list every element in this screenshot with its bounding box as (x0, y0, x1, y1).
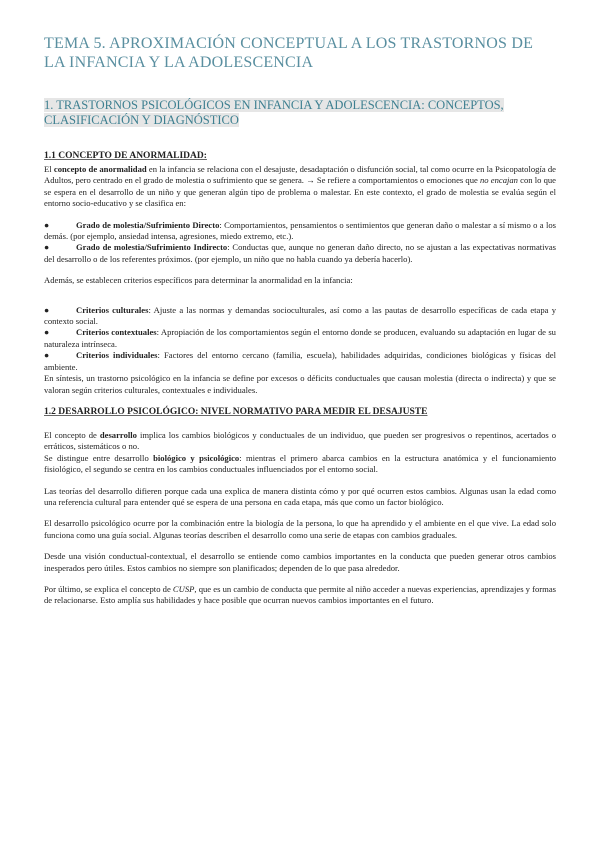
cusp-paragraph: Por último, se explica el concepto de CUSP, que es un cambio de conducta que permite al niño acceder a nuevas experiencias, aprendizajes y formas de relacionarse. Esto amplía sus habilidades y hace posible que ocurran nuevos cambios importantes en el futuro. (44, 583, 557, 606)
list-item: ● Criterios contextuales: Apropiación de los comportamientos según el entorno donde se producen, evaluando su adaptación en lugar de su naturaleza intrínseca. (44, 327, 556, 349)
molestia-list (44, 220, 556, 266)
psicologico-paragraph: El desarrollo psicológico ocurre por la combinación entre la biología de la persona, lo que ha aprendido y el ambiente en el que vive. La edad solo funciona como una guía social. Algunas teorías describen el desarrollo como una serie de etapas con cambios graduales. (44, 518, 556, 540)
sintesis-paragraph: En síntesis, un trastorno psicológico en la infancia se define por excesos o déficits conductuales que causan molestia (directa o indirecta) y que se valoran según criterios culturales, contextuales e individuales. (44, 373, 556, 395)
section-1-1 (44, 150, 556, 396)
criterios-list (44, 305, 556, 373)
list-item: ● Grado de molestia/Sufrimiento Indirecto: Conductas que, aunque no generan daño directo, no se ajustan a las expectativas normativas del desarrollo o de los referentes próximos. (por ejemplo, un niño que no habla cuando ya debería hacerlo). (44, 242, 556, 264)
biologico-paragraph: Se distingue entre desarrollo biológico y psicológico: mientras el primero abarca cambios en la estructura anatómica y el funcionamiento fisiológico, el segundo se centra en los cambios conductuales influenciados por el entorno social. (44, 452, 557, 475)
section-1-2-heading: 1.2 DESARROLLO PSICOLÓGICO: NIVEL NORMATIVO PARA MEDIR EL DESAJUSTE (44, 406, 428, 417)
section-1-heading-text: 1. TRASTORNOS PSICOLÓGICOS EN INFANCIA Y ADOLESCENCIA: CONCEPTOS, CLASIFICACIÓN Y DIAGNÓSTICO (44, 98, 504, 127)
anormalidad-paragraph: El concepto de anormalidad en la infancia se relaciona con el desajuste, desadaptación o disfunción social, tal como ocurre en la Psicopatología de Adultos, pero centrado en el grado de molestia o sufrimiento que se genera. → Se refiere a comportamientos o emociones que no encajan con lo que se espera en el desarrollo de un niño y que generan algún tipo de problema o malestar. En este contexto, el grado de molestia se evalúa según el entorno socio-educativo y se clasifica en: (44, 164, 556, 209)
desarrollo-paragraph: El concepto de desarrollo implica los cambios biológicos y conductuales de un individuo, que pueden ser progresivos o repentinos, acertados o erráticos, sistemáticos o no. (44, 429, 556, 452)
teorias-paragraph: Las teorías del desarrollo difieren porque cada una explica de manera distinta cómo y por qué ocurren estos cambios. Algunas usan la edad como una referencia cultural para entender qué se espera de una persona en cada etapa, más que como un factor biológico. (44, 485, 556, 507)
list-item: ● Criterios culturales: Ajuste a las normas y demandas socioculturales, así como a las pautas de desarrollo específicas de cada etapa y contexto social. (44, 304, 556, 327)
list-item: ● Grado de molestia/Sufrimiento Directo: Comportamientos, pensamientos o sentimientos que generan daño o malestar a sí mismo o a los demás. (por ejemplo, ansiedad intensa, agresiones, miedo extremo, etc.). (44, 219, 556, 242)
section-1-2 (44, 406, 556, 607)
criterios-intro: Además, se establecen criterios específicos para determinar la anormalidad en la infancia: (44, 275, 353, 286)
section-1-heading (44, 98, 556, 128)
document-title: TEMA 5. APROXIMACIÓN CONCEPTUAL A LOS TRASTORNOS DE LA INFANCIA Y LA ADOLESCENCIA (44, 35, 534, 71)
section-1-1-heading: 1.1 CONCEPTO DE ANORMALIDAD: (44, 151, 207, 161)
conductual-paragraph: Desde una visión conductual-contextual, el desarrollo se entiende como cambios importantes en la conducta que pueden generar otros cambios inesperados pero útiles. Estos cambios no siempre son planificados; dependen de lo que pasa alrededor. (44, 551, 556, 573)
list-item: ● Criterios individuales: Factores del entorno cercano (familia, escuela), habilidades adquiridas, condiciones biológicas y físicas del ambiente. (44, 350, 556, 372)
